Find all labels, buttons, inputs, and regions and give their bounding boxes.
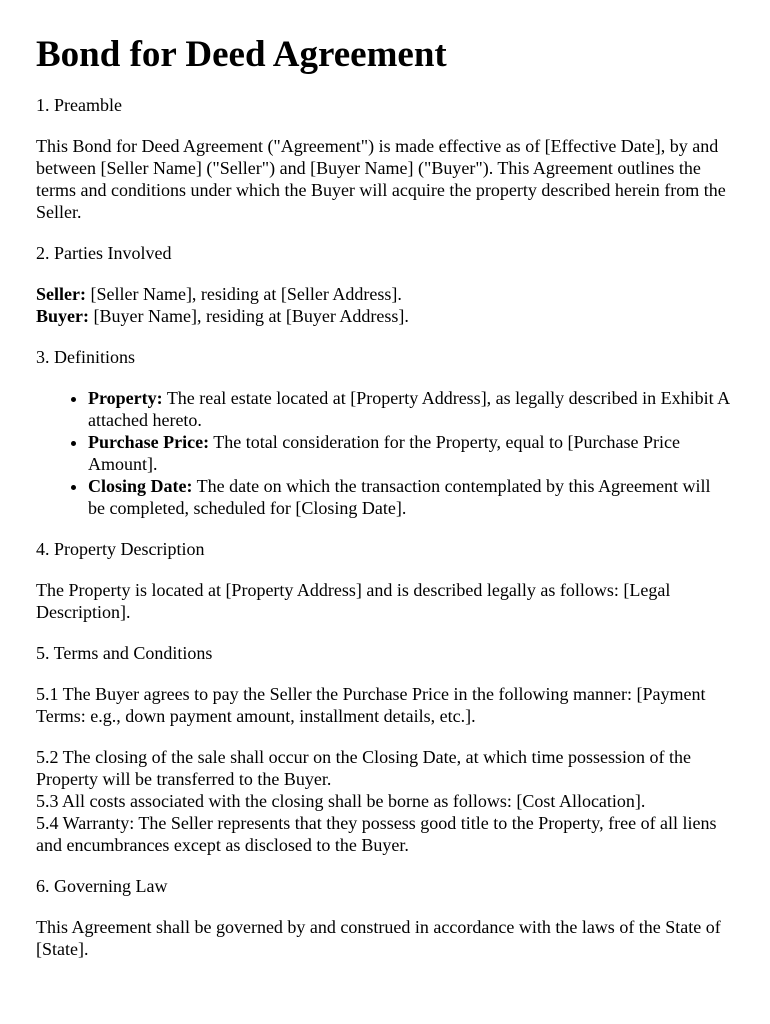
buyer-text: [Buyer Name], residing at [Buyer Address]. xyxy=(89,306,409,326)
definition-item-purchase-price xyxy=(88,431,730,475)
definitions-heading: 3. Definitions xyxy=(36,347,135,367)
definition-text: The total consideration for the Property, equal to [Purchase Price Amount]. xyxy=(88,432,680,474)
terms-heading: 5. Terms and Conditions xyxy=(36,643,213,663)
preamble-text: This Bond for Deed Agreement ("Agreement") is made effective as of [Effective Date], by and between [Seller Name] ("Seller") and [Buyer Name] ("Buyer"). This Agreement outlines the terms and conditions under which the Buyer will acquire the property described herein from the Seller. xyxy=(36,136,726,222)
definition-term: Purchase Price: xyxy=(88,432,210,452)
definitions-list xyxy=(36,387,730,519)
clause-5-3: 5.3 All costs associated with the closing shall be borne as follows: [Cost Allocation]. xyxy=(36,791,646,811)
parties-heading: 2. Parties Involved xyxy=(36,243,172,263)
definition-term: Closing Date: xyxy=(88,476,193,496)
buyer-label: Buyer: xyxy=(36,306,89,326)
property-description-text: The Property is located at [Property Address] and is described legally as follows: [Legal Description]. xyxy=(36,580,671,622)
clause-5-2: 5.2 The closing of the sale shall occur on the Closing Date, at which time possession of the Property will be transferred to the Buyer. xyxy=(36,747,692,789)
clause-5-1: 5.1 The Buyer agrees to pay the Seller the Purchase Price in the following manner: [Payment Terms: e.g., down payment amount, installment details, etc.]. xyxy=(36,684,706,726)
definition-item-closing-date xyxy=(88,475,730,519)
governing-law-text: This Agreement shall be governed by and construed in accordance with the laws of the State of [State]. xyxy=(36,917,721,959)
definition-text: The date on which the transaction contemplated by this Agreement will be completed, scheduled for [Closing Date]. xyxy=(88,476,711,518)
definition-text: The real estate located at [Property Address], as legally described in Exhibit A attached hereto. xyxy=(88,388,730,430)
definition-term: Property: xyxy=(88,388,163,408)
governing-law-heading: 6. Governing Law xyxy=(36,876,168,896)
clause-5-4: 5.4 Warranty: The Seller represents that they possess good title to the Property, free of all liens and encumbrances except as disclosed to the Buyer. xyxy=(36,813,717,855)
clauses-5-2-to-5-4 xyxy=(36,746,730,856)
seller-label: Seller: xyxy=(36,284,86,304)
property-description-heading: 4. Property Description xyxy=(36,539,205,559)
parties-block xyxy=(36,283,730,327)
document-title: Bond for Deed Agreement xyxy=(36,34,447,75)
preamble-heading: 1. Preamble xyxy=(36,95,122,115)
definition-item-property xyxy=(88,387,730,431)
seller-text: [Seller Name], residing at [Seller Address]. xyxy=(85,284,402,304)
